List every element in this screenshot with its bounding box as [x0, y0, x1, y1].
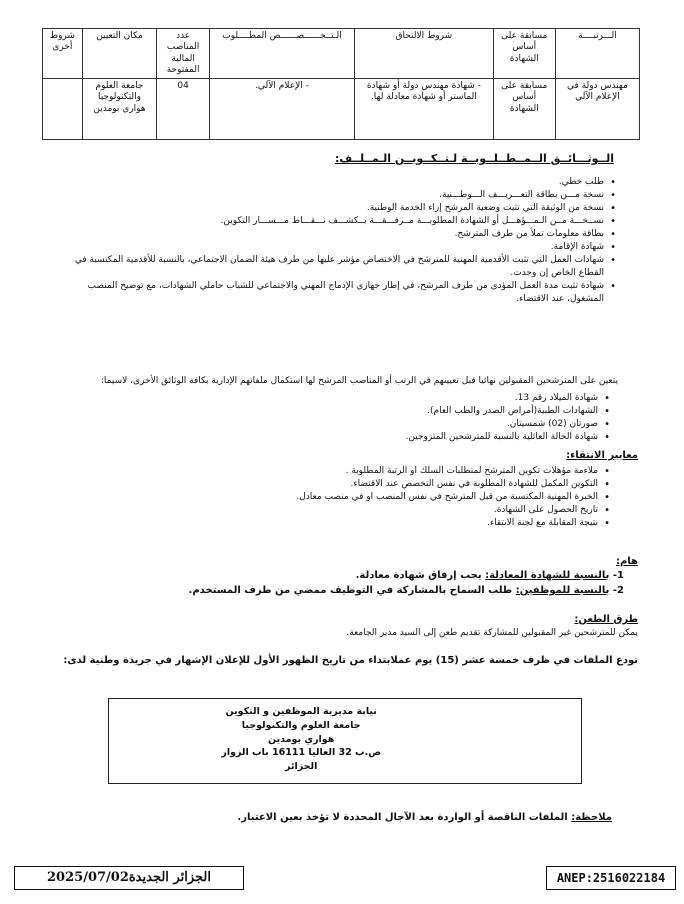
list-item: • شهادة تثبت مدة العمل المؤدى من طرف المرشح، في إطار جهازي الإدماج المهني والاجتماعي للشباب حاملي الشهادات، مع توضيح المنصب المشغول، عند الاقتضاء.	[58, 280, 618, 306]
cell-rank: مهندس دولة في الإعلام الآلي	[555, 79, 639, 140]
address-line: جامعة العلوم والتكنولوجيا	[241, 719, 361, 731]
address-line: نيابة مديرية الموظفين و التكوين	[225, 706, 377, 717]
list-item: • نسخة من الوثيقة التي تثبت وضعية المرشح إزاء الخدمة الوطنية.	[58, 202, 618, 215]
list-item: • الشهادات الطبية(أمراض الصدر والطب العام).	[212, 405, 612, 418]
address-box	[108, 698, 582, 784]
header-contest: مسابقة على أساس الشهادة	[493, 29, 555, 79]
address-lines	[221, 705, 381, 774]
important-label: بالنسبة للموظفين:	[515, 585, 610, 596]
header-other: شروط أخرى	[43, 29, 83, 79]
note-label: ملاحظة:	[571, 812, 612, 823]
important-text: يجب إرفاق شهادة معادلة.	[355, 570, 482, 581]
important-item	[64, 583, 624, 598]
important-number: 1-	[612, 570, 624, 581]
cell-conditions: - شهادة مهندس دولة أو شهادة الماستر أو شهادة معادلة لها.	[355, 79, 494, 140]
list-item: • تاريخ الحصول على الشهادة.	[192, 504, 612, 517]
header-place: مكان التعيين	[82, 29, 157, 79]
header-conditions: شروط الالتحاق	[355, 29, 494, 79]
criteria-list	[192, 465, 612, 530]
important-number: 2-	[612, 585, 624, 596]
list-item: • نسخة مـــن بطاقة التعـــريـــف الـــوطـــنية.	[58, 189, 618, 202]
header-rank: الـــرتبــــة	[555, 29, 639, 79]
address-line: ص.ب 32 العاليا 16111 باب الزوار	[221, 747, 381, 759]
cell-posts: 04	[157, 79, 210, 140]
list-item: • نتيجة المقابلة مع لجنة الانتقاء.	[192, 517, 612, 530]
note	[237, 812, 612, 823]
important-item	[64, 568, 624, 583]
list-item: • شهادات العمل التي تثبت الأقدمية المهنية للمترشح في الاختصاص مؤشر عليها من طرف هيئة الضمان الاجتماعي، بالنسبة للأقدمية المكتسبة في القطاع الخاص إن وجدت.	[58, 254, 618, 280]
cell-contest: مسابقة على أساس الشهادة	[493, 79, 555, 140]
table-row	[43, 79, 640, 140]
important-notes	[64, 568, 624, 598]
list-item: • التكوين المكمل للشهادة المطلوبة في نفس التخصص عند الاقتضاء.	[192, 478, 612, 491]
cell-place: جامعة العلوم والتكنولوجيا هواري بومدين	[82, 79, 157, 140]
cell-other	[43, 79, 83, 140]
documents-title: الــوثـــائــق الــمــطــلــوبــة لـتــكــويــن الـمــلــف:	[334, 152, 614, 165]
table-header-row	[43, 29, 640, 79]
address-line: الجزائر	[285, 761, 318, 773]
list-item: • الخبرة المهنية المكتسبة من قبل المترشح في نفس المنصب او في منصب معادل.	[192, 491, 612, 504]
note-text: الملفات الناقصة أو الواردة بعد الآجال المحددة لا تؤخذ بعين الاعتبار.	[237, 812, 568, 823]
appeal-title: طرق الطعن:	[574, 614, 638, 625]
appeal-text: يمكن للمترشحين غير المقبولين للمشاركة تقديم طعن إلى السيد مدير الجامعة.	[346, 628, 638, 638]
cell-specialty: - الإعلام الآلي.	[209, 79, 354, 140]
list-item: • ملاءمة مؤهلات تكوين المترشح لمتطلبات السلك او الرتبة المطلوبة .	[192, 465, 612, 478]
deposit-instructions: تودع الملفات في ظرف خمسة عشر (15) يوم عملابتداء من تاريخ الظهور الأول للإعلان الإشهار في جريدة وطنية لدى:	[63, 655, 638, 666]
header-posts: عدد المناصب المالية المفتوحة	[157, 29, 210, 79]
list-item: • شهادة الميلاد رقم 13.	[212, 392, 612, 405]
criteria-title: معايير الانتقاء:	[566, 450, 638, 461]
header-specialty: الـتــخــــــصــــــص المطــــلوب	[209, 29, 354, 79]
additional-documents-intro: يتعين على المترشحين المقبولين نهائيا قبل تعيينهم في الرتب أو المناصب المرشح لها استكمال ملفاتهم الإدارية بكافة الوثائق الأخرى، لاسيما:	[100, 376, 618, 386]
list-item: • نســخـــة مــن الـمـــؤهـــل أو الشهادة المطلوبـــة مــرفـــقـــة بــكشـــف نـــقـــاط مـــســـار التكوين.	[58, 215, 618, 228]
important-label: بالنسبة للشهادة المعادلة:	[485, 570, 610, 581]
address-line: هواري بومدين	[268, 733, 335, 745]
additional-documents-list	[212, 392, 612, 444]
list-item: • طلب خطي.	[58, 176, 618, 189]
important-title: هام:	[615, 556, 638, 567]
list-item: • شهادة الإقامة.	[58, 241, 618, 254]
newspaper-stamp: الجزائر الجديدة2025/07/02	[14, 866, 244, 890]
anep-reference: ANEP:2516022184	[546, 866, 676, 890]
list-item: • شهادة الحالة العائلية بالنسبة للمترشحين المتزوجين.	[212, 431, 612, 444]
important-text: طلب السماح بالمشاركة في التوظيف ممضي من طرف المستخدم.	[188, 585, 513, 596]
list-item: • صورتان (02) شمسيتان.	[212, 418, 612, 431]
list-item: • بطاقة معلومات تملأ من طرف المترشح.	[58, 228, 618, 241]
positions-table	[42, 28, 640, 140]
documents-list	[58, 176, 618, 306]
